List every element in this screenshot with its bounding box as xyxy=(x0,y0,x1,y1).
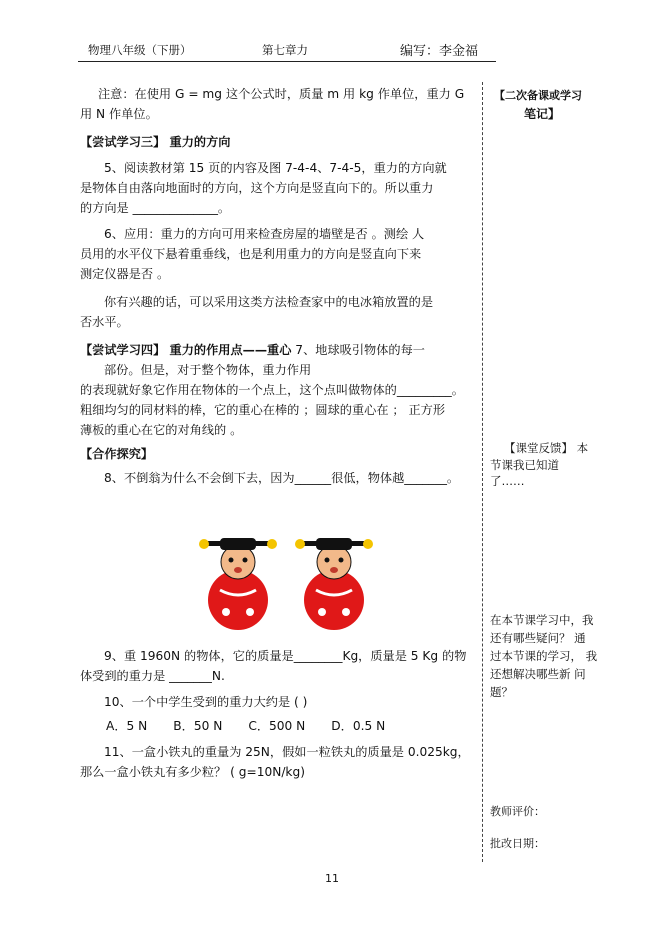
header-rule xyxy=(78,61,496,62)
question-7-line: 粗细均匀的同材料的棒，它的重心在棒的 ；圆球的重心在 ； 正方形 xyxy=(80,403,446,417)
interest-note-line: 否水平。 xyxy=(80,315,129,329)
section-title: 【尝试学习三】 重力的方向 xyxy=(80,135,231,149)
question-7-line: 部份。但是，对于整个物体，重力作用 xyxy=(104,363,312,377)
question-6-line: 员用的水平仪下悬着重垂线，也是利用重力的方向是竖直向下来 xyxy=(80,247,422,261)
question-5-line: 的方向是 ______________。 xyxy=(80,201,231,215)
feedback-line: 节课我已知道 xyxy=(490,458,559,472)
option-b: B．50 N xyxy=(173,719,223,733)
section-title: 【尝试学习四】 重力的作用点——重心 xyxy=(80,343,292,357)
header-right: 编写：李金福 xyxy=(400,44,479,59)
notes-title: 【二次备课或学习 xyxy=(494,89,582,102)
question-9-line: 体受到的重力是 _______N. xyxy=(80,669,225,683)
option-d: D．0.5 N xyxy=(331,719,386,733)
question-10: 10、一个中学生受到的重力大约是 ( ) xyxy=(104,695,308,709)
grading-date-label: 批改日期： xyxy=(490,837,545,850)
feedback-title: 【课堂反馈】 本 xyxy=(504,441,589,455)
tumbler-dolls-image xyxy=(186,528,396,632)
question-5: 5、阅读教材第 15 页的内容及图 7-4-4、7-4-5，重力的方向就 xyxy=(104,161,447,175)
main-content-lower xyxy=(80,646,478,782)
question-5-line: 是物体自由落向地面时的方向，这个方向是竖直向下的。所以重力 xyxy=(80,181,434,195)
header-left: 物理八年级（下册） xyxy=(88,43,192,57)
section-title: 【合作探究】 xyxy=(80,447,154,461)
question-7: 7、地球吸引物体的每一 xyxy=(291,343,425,357)
question-6-line: 测定仪器是否 。 xyxy=(80,267,170,281)
header-center: 第七章力 xyxy=(262,43,308,57)
question-7-line: 的表现就好象它作用在物体的一个点上，这个点叫做物体的_________。 xyxy=(80,383,464,397)
doubts-line: 过本节课的学习， 我 xyxy=(490,649,598,663)
teacher-evaluation-label: 教师评价： xyxy=(490,805,545,818)
section-4-line xyxy=(80,340,478,360)
option-c: C．500 N xyxy=(248,719,306,733)
question-10-options xyxy=(80,716,478,736)
notes-title-line2: 笔记】 xyxy=(524,107,561,121)
doubts-line: 还有哪些疑问？ 通 xyxy=(490,631,586,645)
note-line: 用 N 作单位。 xyxy=(80,107,158,121)
main-content xyxy=(80,84,478,488)
question-8: 8、不倒翁为什么不会倒下去，因为______很低，物体越_______。 xyxy=(104,471,460,485)
column-divider xyxy=(482,82,483,862)
question-9: 9、重 1960N 的物体，它的质量是________Kg，质量是 5 Kg 的物 xyxy=(104,649,467,663)
page-number: 11 xyxy=(325,872,339,885)
question-11-line: 那么一盒小铁丸有多少粒？ ( g=10N/kg) xyxy=(80,765,305,779)
option-a: A．5 N xyxy=(106,719,148,733)
question-6: 6、应用：重力的方向可用来检查房屋的墙壁是否 。测绘 人 xyxy=(104,227,425,241)
doubts-line: 还想解决哪些新 问 xyxy=(490,667,586,681)
doubts-line: 题？ xyxy=(490,685,513,699)
tumbler-doll-right xyxy=(295,538,373,630)
tumbler-doll-left xyxy=(199,538,277,630)
doubts-line: 在本节课学习中，我 xyxy=(490,613,594,627)
feedback-line: 了…… xyxy=(490,474,525,488)
note-line: 注意：在使用 G = mg 这个公式时，质量 m 用 kg 作单位，重力 G xyxy=(98,87,465,101)
question-11: 11、一盒小铁丸的重量为 25N，假如一粒铁丸的质量是 0.025kg， xyxy=(104,745,470,759)
question-7-line: 薄板的重心在它的对角线的 。 xyxy=(80,423,243,437)
interest-note: 你有兴趣的话，可以采用这类方法检查家中的电冰箱放置的是 xyxy=(104,295,434,309)
